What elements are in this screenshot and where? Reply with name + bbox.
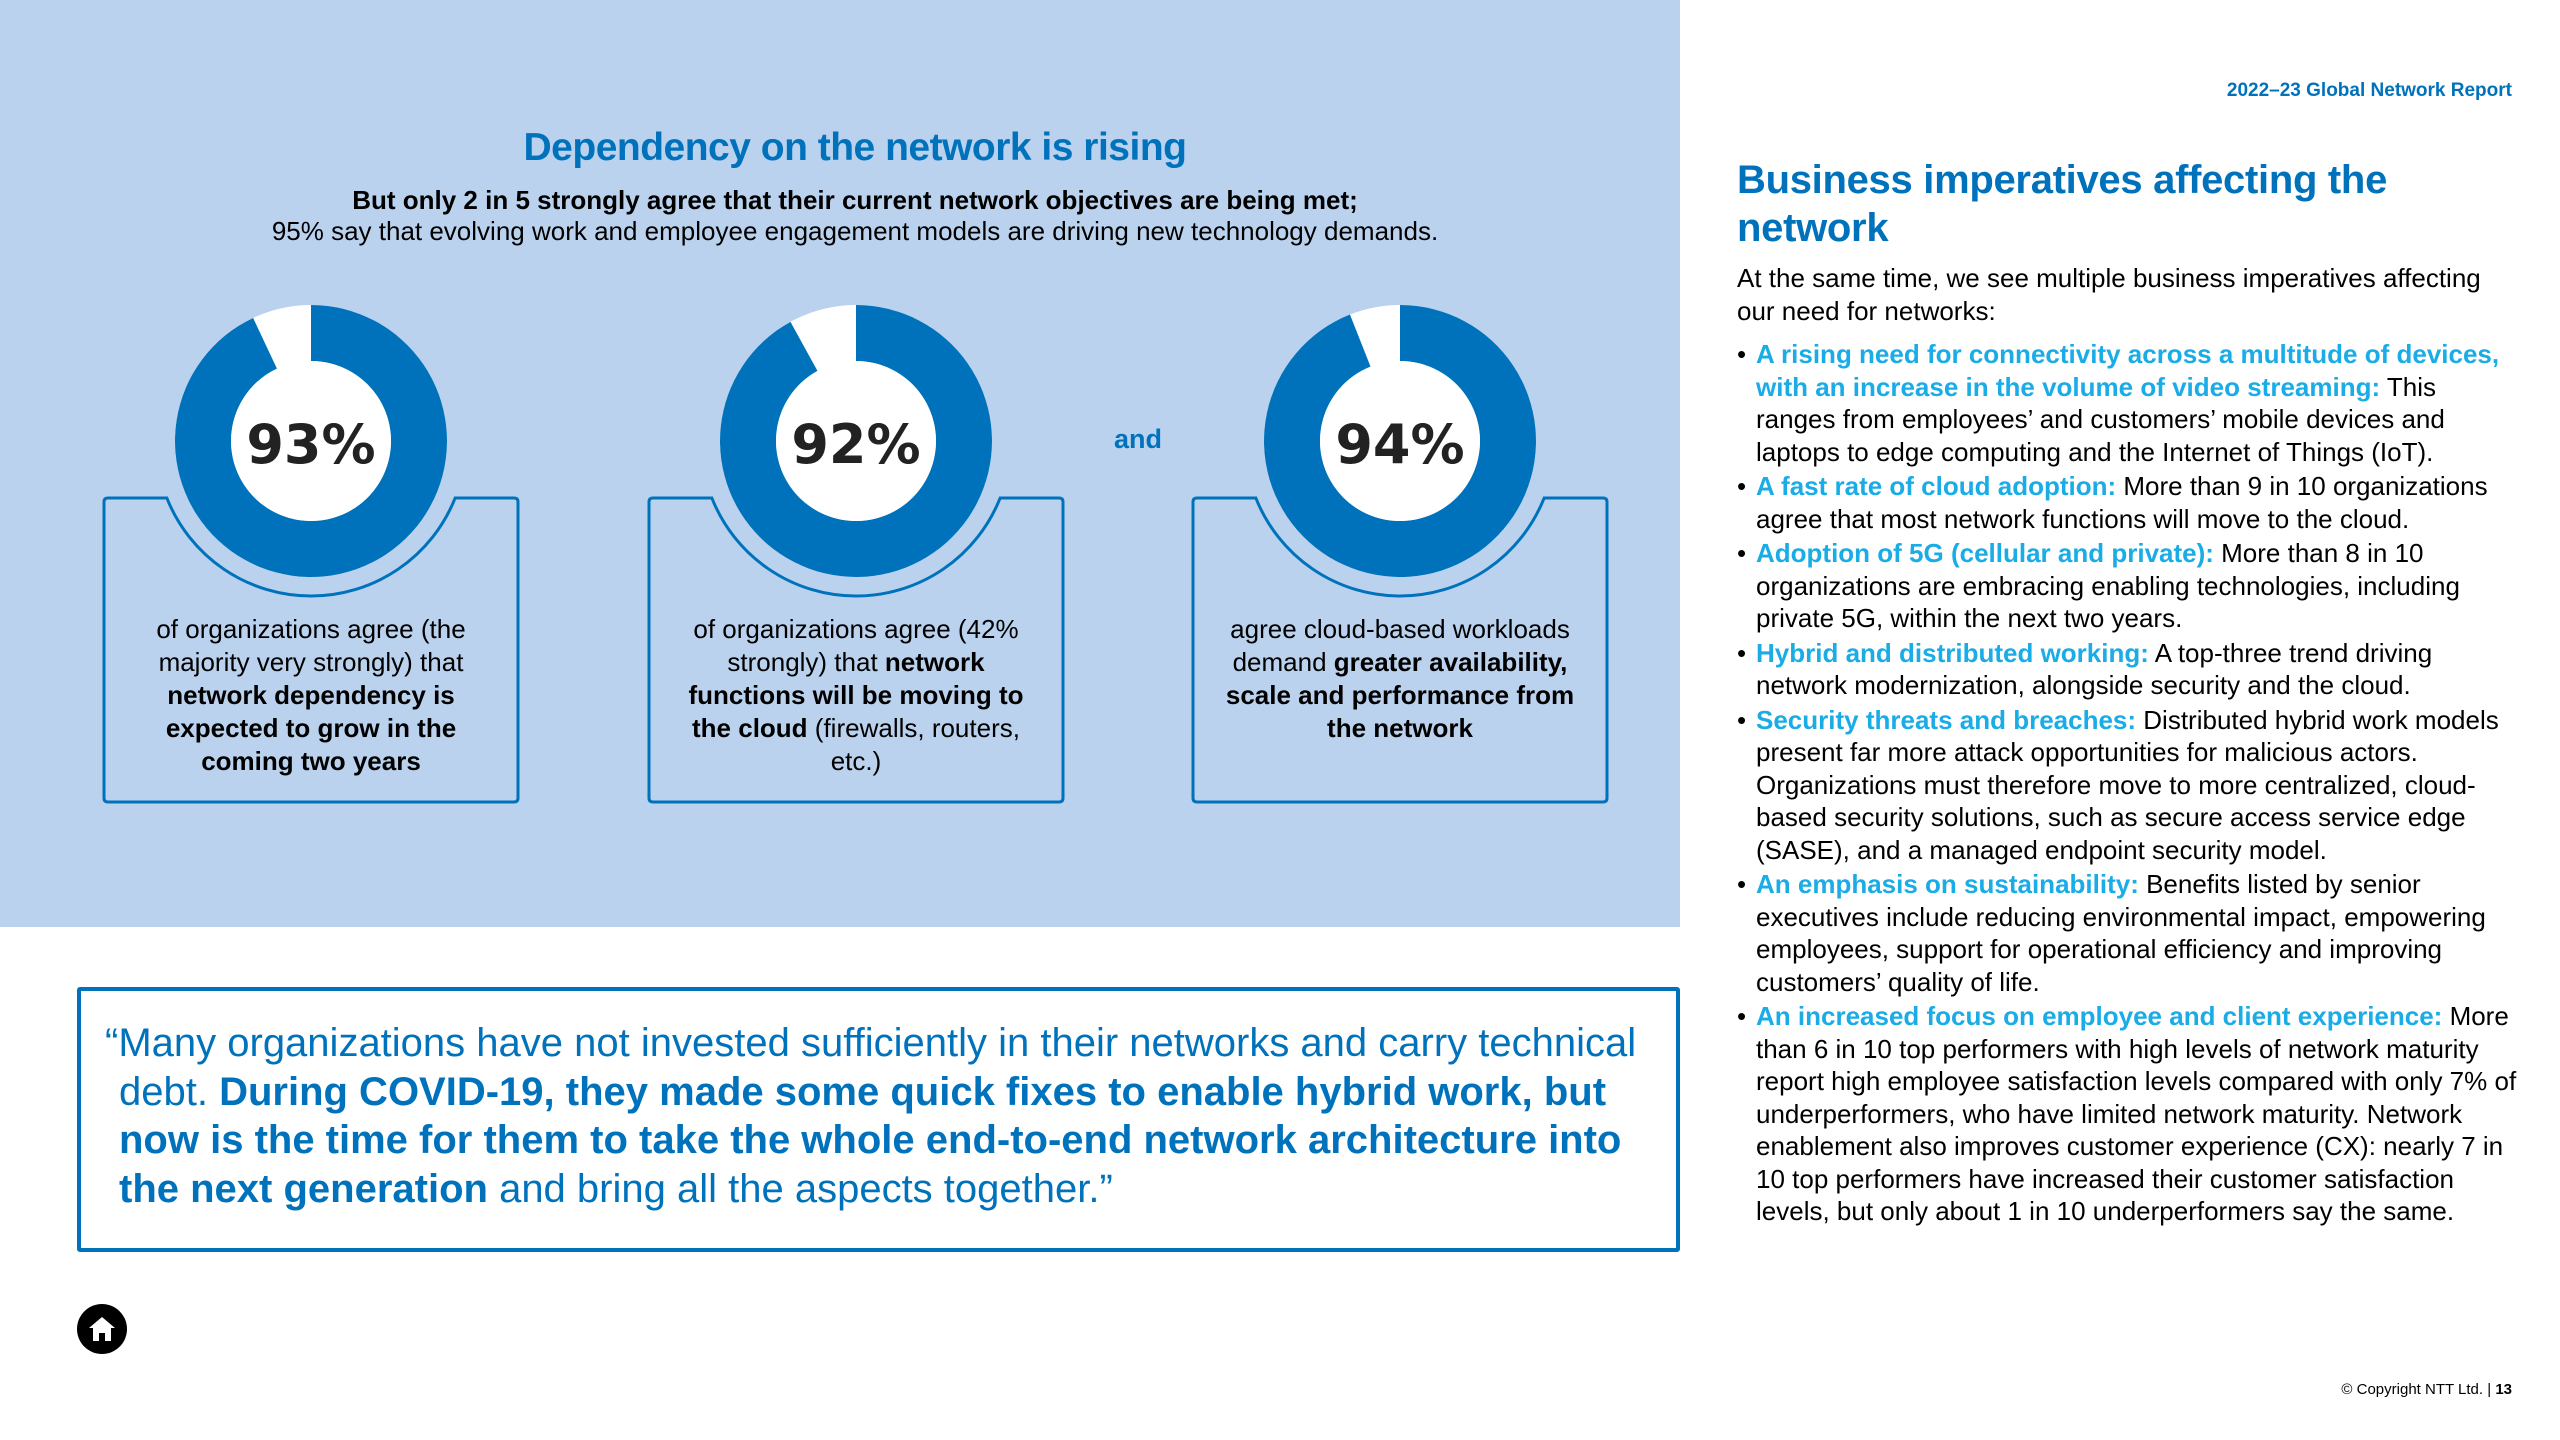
quote-open: “Many organizations have not invested sufficiently in their networks and carry technical bbox=[105, 1021, 1637, 1065]
bullet-icon: • bbox=[1737, 704, 1747, 735]
copyright bbox=[2341, 1381, 2512, 1398]
imperative-body: More than 8 in 10 organizations are embracing enabling technologies, including private 5G, within the next two years. bbox=[1756, 538, 2460, 633]
imperatives-title: Business imperatives affecting the network bbox=[1737, 158, 2388, 250]
bullet-icon: • bbox=[1737, 538, 1747, 568]
imperative-body: Benefits listed by senior executives include reducing environmental impact, empowering employees, support for operational efficiency and improving customers’ quality of life. bbox=[1756, 869, 2486, 997]
bullet-icon: • bbox=[1737, 1001, 1747, 1031]
stat-card-network-dependency bbox=[104, 305, 518, 802]
report-label: 2022–23 Global Network Report bbox=[2226, 80, 2512, 101]
imperative-heading: Security threats and breaches: bbox=[1756, 704, 2137, 735]
imperative-heading: Hybrid and distributed working: bbox=[1756, 637, 2149, 668]
stat-description bbox=[1221, 613, 1579, 745]
imperative-item bbox=[1737, 1000, 2517, 1228]
bullet-icon: • bbox=[1737, 869, 1747, 899]
stat-description bbox=[677, 613, 1035, 778]
stat-description-bold: network dependency is expected to grow in the coming two years bbox=[165, 680, 457, 776]
stat-description-text: (firewalls, routers, etc.) bbox=[807, 713, 1020, 776]
stat-card-cloud-functions bbox=[649, 305, 1063, 802]
page-number: 13 bbox=[2495, 1381, 2512, 1398]
quote-box bbox=[77, 987, 1680, 1252]
stat-description-text: of organizations agree (the majority very strongly) that bbox=[156, 614, 466, 677]
imperative-body: Distributed hybrid work models present far more attack opportunities for malicious actors. Organizations must therefore move to more centralized, cloud-based security solutions, such as secure access service edge (SASE), and a managed endpoint security model. bbox=[1756, 704, 2499, 865]
quote-text bbox=[105, 1019, 1665, 1213]
dependency-title: Dependency on the network is rising bbox=[523, 126, 1187, 169]
imperative-body: More than 6 in 10 top performers with high levels of network maturity report high employee satisfaction levels compared with only 7% of underperformers, who have limited network maturity. Network enablement also improves customer experience (CX): nearly 7 in 10 top performers have increased their customer satisfaction levels, but only about 1 in 10 underperformers say the same. bbox=[1756, 1001, 2517, 1226]
imperative-item bbox=[1737, 637, 2517, 702]
quote-bold: During COVID-19, they made some quick fixes to enable hybrid work, but now is the time for them to take the whole end-to-end network architecture into the next generation bbox=[119, 1069, 1622, 1211]
dependency-subtitle-bold: But only 2 in 5 strongly agree that their current network objectives are being met; bbox=[352, 185, 1358, 215]
quote-plain: debt. bbox=[119, 1069, 220, 1114]
bullet-icon: • bbox=[1737, 637, 1747, 668]
imperative-body: More than 9 in 10 organizations agree that most network functions will move to the cloud. bbox=[1756, 471, 2488, 534]
copyright-separator: | bbox=[2483, 1381, 2496, 1398]
bullet-icon: • bbox=[1737, 339, 1747, 369]
stat-card-cloud-workloads bbox=[1193, 305, 1607, 802]
stat-percentage: 93% bbox=[246, 413, 376, 476]
imperative-item bbox=[1737, 537, 2517, 635]
imperative-heading: A fast rate of cloud adoption: bbox=[1756, 471, 2117, 501]
bullet-icon: • bbox=[1737, 471, 1747, 501]
stat-percentage: 94% bbox=[1335, 413, 1465, 476]
connector-word: and bbox=[1113, 424, 1162, 454]
imperative-heading: Adoption of 5G (cellular and private): bbox=[1756, 538, 2214, 568]
stat-description-text: agree cloud-based workloads demand bbox=[1230, 614, 1570, 677]
dependency-subtitle: 95% say that evolving work and employee engagement models are driving new technology demands. bbox=[271, 216, 1439, 246]
imperative-heading: An increased focus on employee and client experience: bbox=[1756, 1001, 2443, 1031]
imperative-item bbox=[1737, 868, 2517, 998]
imperative-heading: An emphasis on sustainability: bbox=[1756, 869, 2139, 899]
stat-percentage: 92% bbox=[791, 413, 921, 476]
stat-description-bold: network functions will be moving to the cloud bbox=[688, 647, 1024, 743]
imperatives-list bbox=[1737, 338, 2517, 1230]
stat-description bbox=[132, 613, 490, 778]
imperative-item bbox=[1737, 470, 2517, 535]
imperative-item bbox=[1737, 338, 2517, 468]
quote-close: and bring all the aspects together.” bbox=[487, 1166, 1113, 1211]
copyright-text: © Copyright NTT Ltd. bbox=[2341, 1381, 2484, 1398]
stat-description-text: of organizations agree (42% strongly) that bbox=[693, 614, 1019, 677]
imperative-item bbox=[1737, 704, 2517, 867]
stat-description-bold: greater availability, scale and performance from the network bbox=[1225, 647, 1575, 743]
imperative-body: This ranges from employees’ and customers’ mobile devices and laptops to edge computing and the Internet of Things (IoT). bbox=[1756, 371, 2445, 467]
home-button[interactable] bbox=[77, 1304, 127, 1354]
imperative-body: A top-three trend driving network modernization, alongside security and the cloud. bbox=[1756, 637, 2433, 700]
home-icon bbox=[87, 1314, 117, 1344]
imperative-heading: A rising need for connectivity across a multitude of devices, with an increase in the volume of video streaming: bbox=[1756, 339, 2500, 402]
imperatives-intro: At the same time, we see multiple business imperatives affecting our need for networks: bbox=[1737, 263, 2481, 326]
